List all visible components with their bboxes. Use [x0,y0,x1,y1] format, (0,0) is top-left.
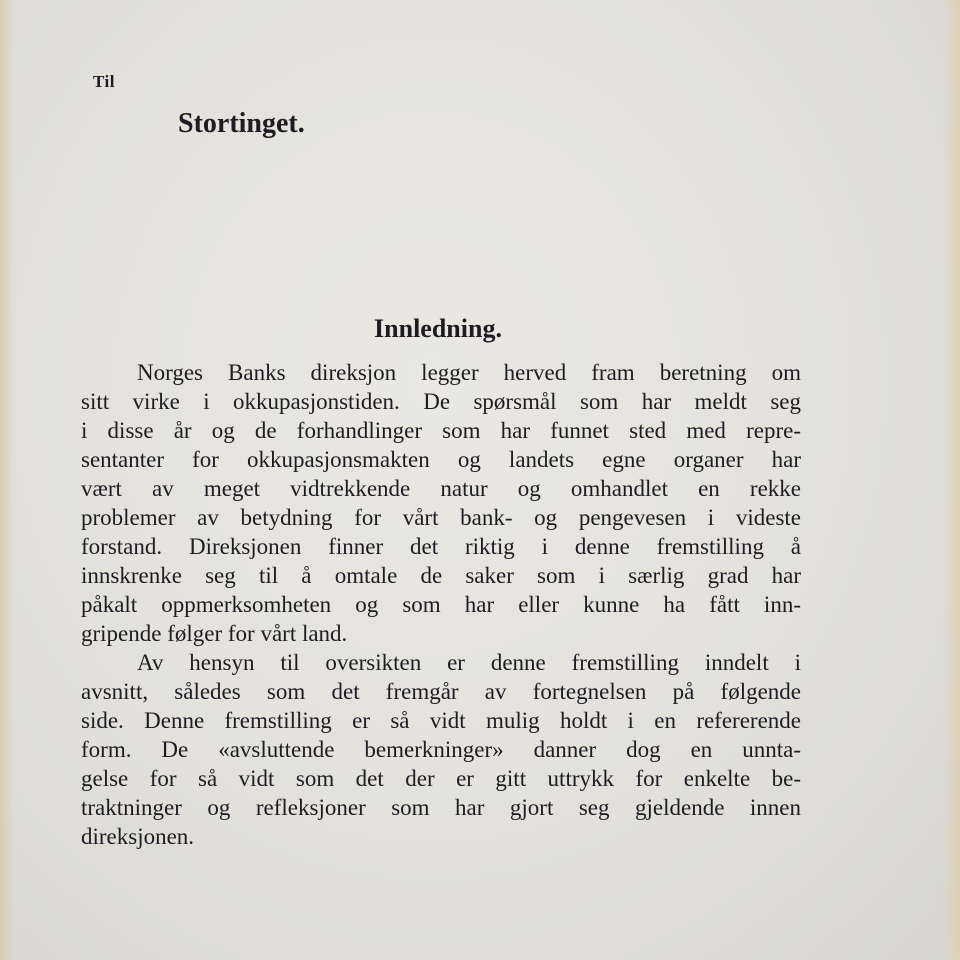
text-line: Norges Banks direksjon legger herved fram beretning om [137,360,801,385]
text-line: side. Denne fremstilling er så vidt mulig holdt i en refererende [81,708,801,733]
text-line: påkalt oppmerksomheten og som har eller kunne ha fått inn- [81,592,801,617]
text-line: form. De «avsluttende bemerkninger» danner dog en unnta- [81,737,801,762]
text-line: avsnitt, således som det fremgår av fortegnelsen på følgende [81,679,801,704]
addressee: Stortinget. [178,108,305,139]
text-line: innskrenke seg til å omtale de saker som i særlig grad har [81,563,801,588]
text-line: i disse år og de forhandlinger som har funnet sted med repre- [81,418,801,443]
paper-edge-left [0,0,14,960]
text-line: direksjonen. [81,824,195,849]
text-line: vært av meget vidtrekkende natur og omhandlet en rekke [81,476,801,501]
text-line: traktninger og refleksjoner som har gjort seg gjeldende innen [81,795,801,820]
paper-edge-right [942,0,960,960]
text-line: sentanter for okkupasjonsmakten og landets egne organer har [81,447,801,472]
addressee-prefix: Til [93,72,115,91]
text-line: gripende følger for vårt land. [81,621,348,646]
section-heading: Innledning. [374,314,502,343]
text-line: sitt virke i okkupasjonstiden. De spørsmål som har meldt seg [81,389,801,414]
body-text [81,358,801,851]
text-line: gelse for så vidt som det der er gitt uttrykk for enkelte be- [81,766,801,791]
text-line: problemer av betydning for vårt bank- og pengevesen i videste [81,505,801,530]
paragraph [81,358,801,648]
text-line: forstand. Direksjonen finner det riktig i denne fremstilling å [81,534,801,559]
paragraph [81,648,801,851]
text-line: Av hensyn til oversikten er denne fremstilling inndelt i [137,650,801,675]
